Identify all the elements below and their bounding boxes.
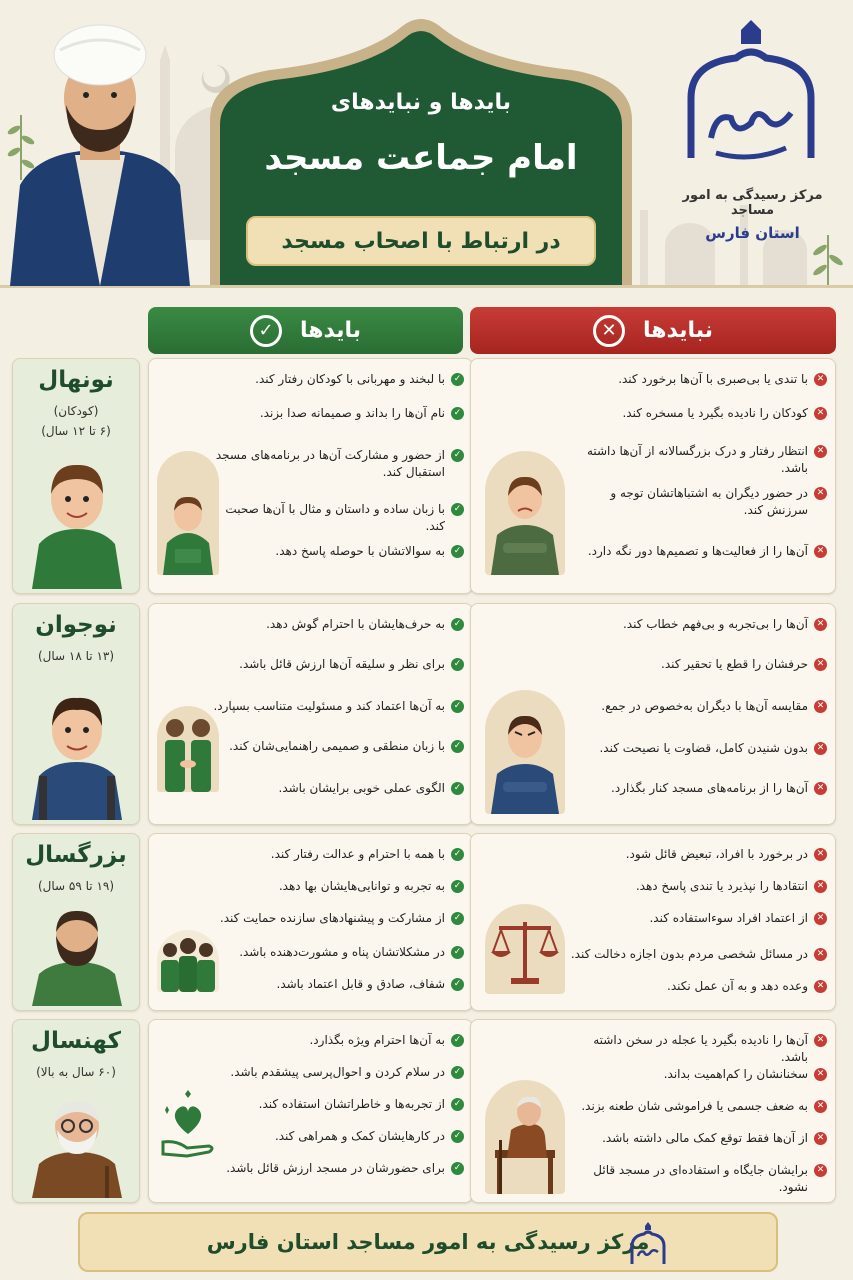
list-item — [206, 698, 464, 738]
people-group-icon — [157, 930, 219, 992]
list-item-text: با زبان ساده و داستان و مثال با آن‌ها صحبت کند. — [225, 502, 445, 533]
check-icon: ✓ — [451, 912, 464, 925]
list-item — [206, 616, 464, 656]
age-group-card — [12, 833, 140, 1011]
x-icon: ✕ — [814, 1068, 827, 1081]
list-item — [206, 537, 464, 571]
age-range-line: (۱۹ تا ۵۹ سال) — [37, 879, 115, 893]
donts-list — [567, 616, 827, 814]
x-icon: ✕ — [814, 782, 827, 795]
list-item — [206, 1096, 464, 1128]
check-icon: ✓ — [451, 449, 464, 462]
age-range-line: (۶۰ سال به بالا) — [36, 1065, 116, 1079]
list-item-text: به آن‌ها احترام ویژه بگذارد. — [309, 1033, 445, 1047]
list-item-text: الگوی عملی خوبی برایشان باشد. — [278, 781, 445, 795]
donts-card — [470, 1019, 836, 1203]
list-item-text: وعده دهد و به آن عمل نکند. — [667, 979, 808, 993]
heart-hand-illustration — [157, 1090, 219, 1170]
donts-card — [470, 833, 836, 1011]
list-item-text: به حرف‌هایشان با احترام گوش دهد. — [266, 617, 445, 631]
age-group-range — [13, 876, 139, 896]
group-row-teens — [10, 603, 840, 825]
list-item — [206, 439, 464, 495]
list-item — [206, 910, 464, 944]
list-item — [567, 371, 827, 405]
list-item-text: حرفشان را قطع یا تحقیر کند. — [661, 657, 808, 671]
dos-card — [148, 833, 473, 1011]
check-icon: ✓ — [451, 545, 464, 558]
list-item-text: به سوالاتشان با حوصله پاسخ دهد. — [275, 544, 445, 558]
sad-child-icon — [485, 451, 565, 575]
check-icon: ✓ — [451, 782, 464, 795]
list-item — [567, 405, 827, 439]
title-line-2: امام جماعت مسجد — [264, 138, 578, 178]
list-item — [206, 944, 464, 976]
list-item-text: انتقادها را نپذیرد یا تندی پاسخ دهد. — [635, 879, 808, 893]
list-item-text: از حضور و مشارکت آن‌ها در برنامه‌های مسجد استقبال کند. — [215, 448, 445, 479]
group-people-illustration — [157, 930, 219, 992]
child-reading-icon — [157, 451, 219, 575]
group-row-elders — [10, 1019, 840, 1203]
age-range-line: (کودکان) — [53, 404, 99, 418]
list-item — [567, 978, 827, 1008]
footer-text: مرکز رسیدگی به امور مساجد استان فارس — [206, 1230, 650, 1254]
list-item-text: از مشارکت و پیشنهادهای سازنده حمایت کند. — [219, 911, 445, 925]
heart-in-hand-icon — [157, 1090, 219, 1170]
organization-line-2: استان فارس — [705, 224, 800, 242]
list-item — [206, 738, 464, 780]
elder-figure-icon — [27, 1086, 127, 1198]
list-item-text: شفاف، صادق و قابل اعتماد باشد. — [276, 977, 445, 991]
x-icon: ✕ — [814, 1132, 827, 1145]
teen-figure-icon — [27, 678, 127, 820]
x-icon: ✕ — [593, 315, 625, 347]
list-item — [206, 1160, 464, 1190]
list-item — [206, 371, 464, 405]
x-icon: ✕ — [814, 545, 827, 558]
x-icon: ✕ — [814, 1034, 827, 1047]
list-item-text: به تجربه و توانایی‌هایشان بها دهد. — [278, 879, 445, 893]
list-item-text: انتظار رفتار و درک بزرگسالانه از آن‌ها داشته باشد. — [586, 444, 808, 475]
check-icon: ✓ — [451, 740, 464, 753]
age-group-card — [12, 603, 140, 825]
donts-list — [567, 846, 827, 1008]
x-icon: ✕ — [814, 948, 827, 961]
donts-card — [470, 603, 836, 825]
footer-banner — [78, 1212, 778, 1272]
check-icon: ✓ — [451, 848, 464, 861]
dos-card — [148, 358, 473, 594]
list-item-text: مقایسه آن‌ها با دیگران به‌خصوص در جمع. — [601, 699, 808, 713]
list-item-text: در مشکلاتشان پناه و مشورت‌دهنده باشد. — [239, 945, 445, 959]
header — [0, 0, 853, 288]
list-item — [206, 656, 464, 698]
angry-teen-illustration — [485, 690, 565, 814]
list-item — [567, 780, 827, 814]
x-icon: ✕ — [814, 658, 827, 671]
age-range-line: (۶ تا ۱۲ سال) — [41, 424, 111, 438]
sitting-elder-illustration — [485, 1080, 565, 1194]
child-figure-icon — [27, 449, 127, 589]
list-item-text: نام آن‌ها را بداند و صمیمانه صدا بزند. — [259, 406, 445, 420]
organization-line-1: مرکز رسیدگی به امور مساجد — [682, 188, 823, 218]
list-item-text: با همه با احترام و عدالت رفتار کند. — [270, 847, 445, 861]
list-item-text: در برخورد با افراد، تبعیض قائل شود. — [625, 847, 808, 861]
list-item-text: آن‌ها را از فعالیت‌ها و تصمیم‌ها دور نگه دارد. — [587, 544, 808, 558]
check-icon: ✓ — [451, 1130, 464, 1143]
list-item — [206, 495, 464, 537]
x-icon: ✕ — [814, 980, 827, 993]
age-group-title: نونهال — [38, 367, 114, 393]
list-item — [567, 656, 827, 698]
dos-list — [206, 616, 464, 814]
age-group-title: کهنسال — [31, 1028, 121, 1054]
age-group-range — [13, 1062, 139, 1082]
list-item — [567, 481, 827, 537]
dos-label: بایدها — [300, 318, 362, 343]
check-icon: ✓ — [451, 700, 464, 713]
x-icon: ✕ — [814, 912, 827, 925]
list-item — [567, 1162, 827, 1192]
list-item-text: با زبان منطقی و صمیمی راهنمایی‌شان کند. — [229, 739, 445, 753]
check-icon: ✓ — [451, 618, 464, 631]
sitting-elder-icon — [485, 1080, 565, 1194]
child-reading-illustration — [157, 451, 219, 575]
x-icon: ✕ — [814, 1100, 827, 1113]
donts-card — [470, 358, 836, 594]
donts-column-header — [470, 307, 836, 354]
donts-label: نبایدها — [643, 318, 713, 343]
list-item-text: برایشان جایگاه و استفاده‌ای در مسجد قائل نشود. — [593, 1163, 808, 1194]
age-group-range — [13, 646, 139, 666]
check-icon: ✓ — [451, 946, 464, 959]
scales-illustration — [485, 904, 565, 994]
donts-list — [567, 371, 827, 571]
sad-child-illustration — [485, 451, 565, 575]
handshake-icon — [157, 706, 219, 792]
list-item-text: آن‌ها را بی‌تجربه و بی‌فهم خطاب کند. — [622, 617, 808, 631]
x-icon: ✕ — [814, 487, 827, 500]
dos-card — [148, 603, 473, 825]
list-item-text: در سلام کردن و احوال‌پرسی پیشقدم باشد. — [230, 1065, 445, 1079]
x-icon: ✕ — [814, 848, 827, 861]
list-item-text: کودکان را نادیده بگیرد یا مسخره کند. — [622, 406, 808, 420]
check-icon: ✓ — [451, 1066, 464, 1079]
x-icon: ✕ — [814, 373, 827, 386]
check-icon: ✓ — [451, 658, 464, 671]
list-item — [206, 780, 464, 814]
list-item — [206, 405, 464, 439]
list-item — [206, 1128, 464, 1160]
age-group-card — [12, 1019, 140, 1203]
list-item — [206, 976, 464, 1006]
title-line-1: بایدها و نبایدهای — [330, 90, 512, 115]
organization-logo-icon — [676, 18, 826, 168]
list-item — [567, 740, 827, 780]
list-item — [567, 946, 827, 978]
list-item — [567, 537, 827, 571]
x-icon: ✕ — [814, 407, 827, 420]
check-icon: ✓ — [451, 978, 464, 991]
list-item — [206, 878, 464, 910]
x-icon: ✕ — [814, 1164, 827, 1177]
check-icon: ✓ — [451, 1162, 464, 1175]
check-icon: ✓ — [451, 880, 464, 893]
list-item — [567, 698, 827, 740]
list-item — [567, 439, 827, 481]
dos-column-header — [148, 307, 463, 354]
x-icon: ✕ — [814, 742, 827, 755]
group-row-children — [10, 358, 840, 594]
donts-list — [567, 1032, 827, 1192]
x-icon: ✕ — [814, 880, 827, 893]
list-item — [567, 878, 827, 910]
list-item-text: برای حضورشان در مسجد ارزش قائل باشد. — [226, 1161, 445, 1175]
angry-teen-icon — [485, 690, 565, 814]
list-item-text: در کارهایشان کمک و همراهی کند. — [274, 1129, 445, 1143]
x-icon: ✕ — [814, 700, 827, 713]
list-item-text: سخنانشان را کم‌اهمیت بداند. — [663, 1067, 808, 1081]
list-item — [567, 1032, 827, 1066]
subtitle-text: در ارتباط با اصحاب مسجد — [281, 228, 561, 254]
list-item — [567, 1098, 827, 1130]
x-icon: ✕ — [814, 618, 827, 631]
list-item-text: برای نظر و سلیقه آن‌ها ارزش قائل باشد. — [239, 657, 445, 671]
list-item-text: با تندی یا بی‌صبری با آن‌ها برخورد کند. — [618, 372, 808, 386]
list-item — [567, 1066, 827, 1098]
list-item — [567, 910, 827, 946]
dos-list — [206, 371, 464, 571]
list-item-text: آن‌ها را نادیده بگیرد یا عجله در سخن داشته باشد. — [593, 1033, 808, 1064]
age-group-title: بزرگسال — [25, 842, 127, 868]
dos-list — [206, 1032, 464, 1190]
list-item-text: آن‌ها را از برنامه‌های مسجد کنار بگذارد. — [611, 781, 808, 795]
check-icon: ✓ — [451, 503, 464, 516]
list-item-text: بدون شنیدن کامل، قضاوت یا نصیحت کند. — [599, 741, 808, 755]
adult-figure-icon — [27, 896, 127, 1006]
list-item — [567, 1130, 827, 1162]
list-item — [567, 846, 827, 878]
list-item-text: از آن‌ها فقط توقع کمک مالی داشته باشد. — [602, 1131, 808, 1145]
check-icon: ✓ — [451, 373, 464, 386]
cleric-illustration — [0, 10, 200, 286]
list-item-text: در مسائل شخصی مردم بدون اجازه دخالت کند. — [570, 947, 808, 961]
list-item — [206, 1064, 464, 1096]
list-item-text: از اعتماد افراد سوءاستفاده کند. — [649, 911, 808, 925]
handshake-illustration — [157, 706, 219, 792]
organization-name — [660, 188, 845, 242]
list-item-text: با لبخند و مهربانی با کودکان رفتار کند. — [255, 372, 445, 386]
age-group-card — [12, 358, 140, 594]
list-item-text: به آن‌ها اعتماد کند و مسئولیت متناسب بسپارد. — [213, 699, 445, 713]
list-item-text: در حضور دیگران به اشتباهاتشان توجه و سرزنش کند. — [610, 486, 808, 517]
check-icon: ✓ — [451, 1034, 464, 1047]
list-item-text: از تجربه‌ها و خاطراتشان استفاده کند. — [258, 1097, 445, 1111]
age-group-title: نوجوان — [35, 612, 117, 638]
check-icon: ✓ — [451, 407, 464, 420]
list-item — [206, 846, 464, 878]
organization-logo-icon — [628, 1222, 668, 1266]
check-icon: ✓ — [250, 315, 282, 347]
age-range-line: (۱۳ تا ۱۸ سال) — [37, 649, 115, 663]
group-row-adults — [10, 833, 840, 1011]
age-group-range — [13, 401, 139, 441]
subtitle-banner — [246, 216, 596, 266]
dos-list — [206, 846, 464, 1006]
justice-scales-icon — [485, 904, 565, 994]
check-icon: ✓ — [451, 1098, 464, 1111]
list-item — [567, 616, 827, 656]
dos-card — [148, 1019, 473, 1203]
x-icon: ✕ — [814, 445, 827, 458]
list-item-text: به ضعف جسمی یا فراموشی شان طعنه بزند. — [581, 1099, 808, 1113]
list-item — [206, 1032, 464, 1064]
